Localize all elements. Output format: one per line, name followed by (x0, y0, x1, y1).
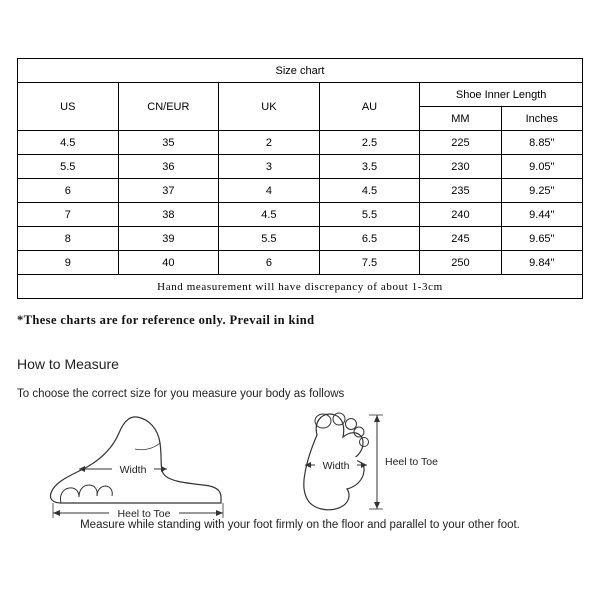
cell-uk: 5.5 (219, 227, 320, 251)
table-footer-row (18, 275, 583, 299)
table-row (18, 131, 583, 155)
how-to-measure-subtitle: To choose the correct size for you measure your body as follows (17, 388, 345, 400)
table-row (18, 203, 583, 227)
cell-inches: 9.44" (501, 203, 582, 227)
cell-cn-eur: 37 (118, 179, 219, 203)
table-title-row (18, 59, 583, 83)
foot-diagram-svg (17, 405, 583, 525)
cell-us: 8 (18, 227, 119, 251)
cell-us: 4.5 (18, 131, 119, 155)
header-shoe-inner-length: Shoe Inner Length (420, 83, 583, 107)
cell-us: 6 (18, 179, 119, 203)
subheader-mm: MM (420, 107, 501, 131)
side-view-width-label: Width (119, 464, 147, 476)
cell-uk: 4 (219, 179, 320, 203)
cell-au: 4.5 (319, 179, 420, 203)
cell-inches: 9.05" (501, 155, 582, 179)
cell-mm: 230 (420, 155, 501, 179)
side-view-length-label: Heel to Toe (117, 508, 171, 520)
header-uk: UK (219, 83, 320, 131)
cell-cn-eur: 36 (118, 155, 219, 179)
cell-mm: 225 (420, 131, 501, 155)
cell-us: 5.5 (18, 155, 119, 179)
cell-uk: 4.5 (219, 203, 320, 227)
cell-inches: 9.65" (501, 227, 582, 251)
cell-uk: 6 (219, 251, 320, 275)
cell-uk: 3 (219, 155, 320, 179)
cell-mm: 240 (420, 203, 501, 227)
top-view-width-measure (305, 457, 367, 472)
cell-mm: 250 (420, 251, 501, 275)
table-row (18, 155, 583, 179)
side-view-length-measure (53, 503, 223, 520)
top-view-length-measure (369, 415, 438, 509)
subheader-inches: Inches (501, 107, 582, 131)
size-chart-table-wrapper (17, 58, 583, 299)
cell-us: 7 (18, 203, 119, 227)
hand-measurement-note: Hand measurement will have discrepancy of about 1-3cm (18, 275, 583, 299)
cell-au: 6.5 (319, 227, 420, 251)
table-header-row (18, 83, 583, 107)
header-au: AU (319, 83, 420, 131)
table-row (18, 227, 583, 251)
table-row (18, 179, 583, 203)
header-cn-eur: CN/EUR (118, 83, 219, 131)
top-view-width-label: Width (322, 460, 350, 472)
side-view-foot-icon (50, 417, 221, 503)
cell-au: 2.5 (319, 131, 420, 155)
cell-au: 5.5 (319, 203, 420, 227)
cell-au: 7.5 (319, 251, 420, 275)
cell-cn-eur: 40 (118, 251, 219, 275)
cell-mm: 245 (420, 227, 501, 251)
top-view-length-label: Heel to Toe (385, 456, 438, 468)
header-us: US (18, 83, 119, 131)
cell-cn-eur: 35 (118, 131, 219, 155)
measurement-diagram (17, 405, 583, 525)
table-row (18, 251, 583, 275)
cell-inches: 8.85" (501, 131, 582, 155)
cell-inches: 9.25" (501, 179, 582, 203)
cell-mm: 235 (420, 179, 501, 203)
cell-au: 3.5 (319, 155, 420, 179)
cell-cn-eur: 38 (118, 203, 219, 227)
size-chart-table (17, 58, 583, 299)
page-title: Size chart (18, 59, 583, 83)
reference-only-note: *These charts are for reference only. Prevail in kind (17, 313, 315, 327)
measure-caption: Measure while standing with your foot firmly on the floor and parallel to your other foot. (80, 519, 520, 531)
cell-uk: 2 (219, 131, 320, 155)
cell-cn-eur: 39 (118, 227, 219, 251)
cell-us: 9 (18, 251, 119, 275)
cell-inches: 9.84" (501, 251, 582, 275)
how-to-measure-title: How to Measure (17, 356, 119, 372)
